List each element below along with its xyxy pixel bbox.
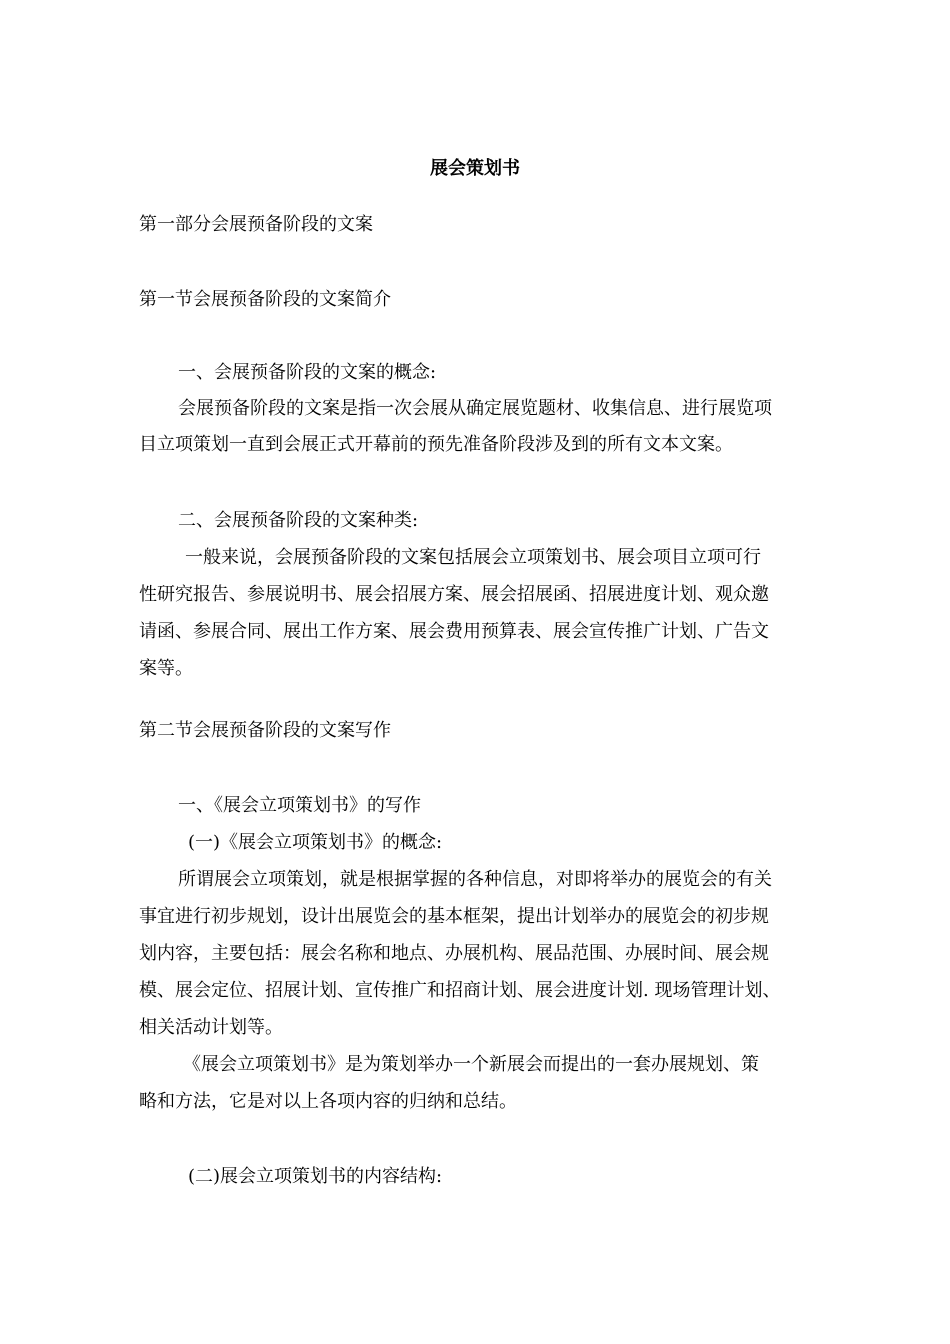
part-heading: 第一部分会展预备阶段的文案: [139, 214, 373, 235]
item-heading: 二、会展预备阶段的文案种类:: [178, 510, 419, 531]
paragraph-line: 案等。: [139, 658, 193, 679]
paragraph-line: 划内容，主要包括：展会名称和地点、办展机构、展品范围、办展时间、展会规: [139, 943, 769, 964]
paragraph-line: 模、展会定位、招展计划、宣传推广和招商计划、展会进度计划. 现场管理计划、: [139, 980, 781, 1001]
paragraph-line: 一般来说，会展预备阶段的文案包括展会立项策划书、展会项目立项可行: [185, 547, 761, 568]
section-heading: 第二节会展预备阶段的文案写作: [139, 720, 391, 741]
paragraph-line: 《展会立项策划书》是为策划举办一个新展会而提出的一套办展规划、策: [183, 1054, 759, 1075]
document-title: 展会策划书: [430, 158, 520, 179]
paragraph-line: 性研究报告、参展说明书、展会招展方案、展会招展函、招展进度计划、观众邀: [139, 584, 769, 605]
paragraph-line: 会展预备阶段的文案是指一次会展从确定展览题材、收集信息、进行展览项: [178, 398, 772, 419]
paragraph-line: 略和方法，它是对以上各项内容的归纳和总结。: [139, 1091, 517, 1112]
subsection-heading: 一、《展会立项策划书》的写作: [178, 795, 421, 816]
section-heading: 第一节会展预备阶段的文案简介: [139, 289, 391, 310]
item-heading: 一、会展预备阶段的文案的概念:: [178, 362, 437, 383]
subsection-heading: (一)《展会立项策划书》的概念:: [188, 832, 443, 853]
subsection-heading: (二)展会立项策划书的内容结构:: [188, 1166, 443, 1187]
paragraph-line: 请函、参展合同、展出工作方案、展会费用预算表、展会宣传推广计划、广告文: [139, 621, 769, 642]
paragraph-line: 事宜进行初步规划，设计出展览会的基本框架，提出计划举办的展览会的初步规: [139, 906, 769, 927]
paragraph-line: 相关活动计划等。: [139, 1017, 283, 1038]
paragraph-line: 所谓展会立项策划，就是根据掌握的各种信息，对即将举办的展览会的有关: [178, 869, 772, 890]
paragraph-line: 目立项策划一直到会展正式开幕前的预先准备阶段涉及到的所有文本文案。: [139, 434, 733, 455]
